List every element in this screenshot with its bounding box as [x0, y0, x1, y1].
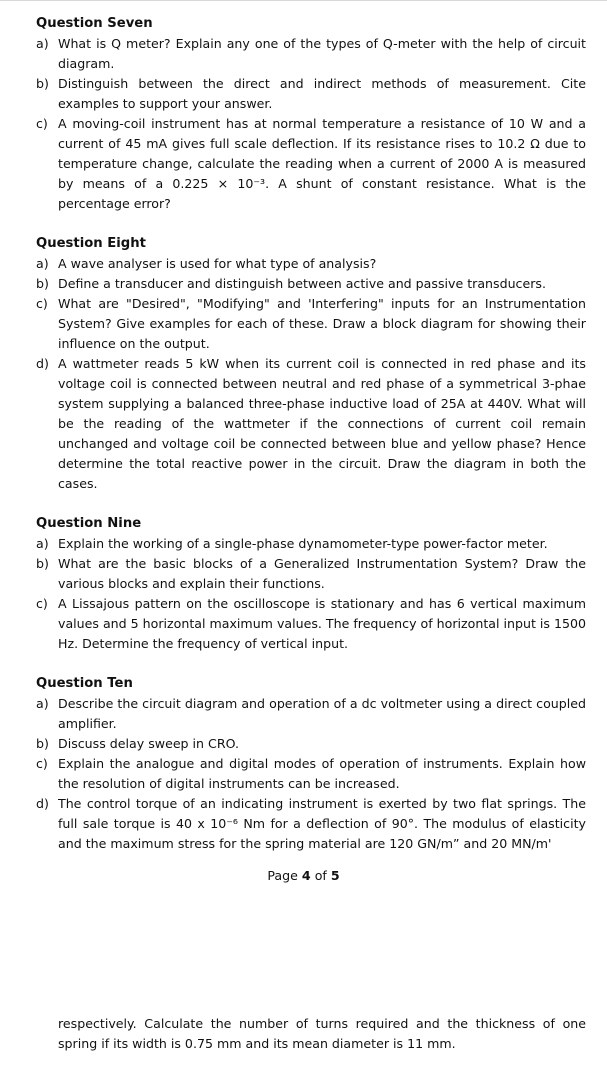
- question-title: Question Ten: [36, 676, 133, 691]
- page-number: [0, 866, 607, 886]
- question-list: [36, 14, 586, 874]
- question-part: [36, 694, 586, 734]
- part-text: A wave analyser is used for what type of analysis?: [58, 256, 377, 271]
- question-part: [36, 354, 586, 494]
- part-text: The control torque of an indicating instrument is exerted by two flat springs. The full sale torque is 40 x 10⁻⁶ Nm for a deflection of 90°. The modulus of elasticity and the maximum stress for the spring material are 120 GN/m” and 20 MN/m': [58, 796, 586, 851]
- question-part: [36, 794, 586, 854]
- question-part: [36, 74, 586, 114]
- part-label: b): [36, 736, 49, 751]
- question-part: [36, 754, 586, 794]
- part-text: A Lissajous pattern on the oscilloscope is stationary and has 6 vertical maximum values and 5 horizontal maximum values. The frequency of horizontal input is 1500 Hz. Determine the frequency of vertical input.: [58, 596, 586, 651]
- question-title: Question Seven: [36, 16, 153, 31]
- question-part: [36, 34, 586, 74]
- question-part: [36, 734, 586, 754]
- part-text: A moving-coil instrument has at normal temperature a resistance of 10 W and a current of 45 mA gives full scale deflection. If its resistance rises to 10.2 Ω due to temperature change, calculate the reading when a current of 2000 A is measured by means of a 0.225 × 10⁻³. A shunt of constant resistance. What is the percentage error?: [58, 116, 586, 211]
- question-part: [36, 294, 586, 354]
- part-text: Describe the circuit diagram and operation of a dc voltmeter using a direct coupled amplifier.: [58, 696, 586, 731]
- page-number-total: 5: [330, 868, 340, 883]
- page-number-prefix: Page: [267, 868, 298, 883]
- part-label: c): [36, 116, 48, 131]
- part-label: a): [36, 696, 49, 711]
- question-eight: [36, 234, 586, 494]
- continuation-text: respectively. Calculate the number of turns required and the thickness of one spring if its width is 0.75 mm and its mean diameter is 11 mm.: [58, 1016, 586, 1051]
- part-text: Explain the working of a single-phase dynamometer-type power-factor meter.: [58, 536, 548, 551]
- part-label: b): [36, 556, 49, 571]
- question-part: [36, 254, 586, 274]
- part-label: a): [36, 536, 49, 551]
- part-label: a): [36, 36, 49, 51]
- question-ten: [36, 674, 586, 854]
- question-title: Question Nine: [36, 516, 142, 531]
- part-label: c): [36, 756, 48, 771]
- question-part: [36, 274, 586, 294]
- question-part: [36, 534, 586, 554]
- part-label: d): [36, 356, 49, 371]
- part-text: A wattmeter reads 5 kW when its current coil is connected in red phase and its voltage coil is connected between neutral and red phase of a symmetrical 3-phae system supplying a balanced three-phase inductive load of 25A at 440V. What will be the reading of the wattmeter if the connections of current coil remain unchanged and voltage coil be connected between blue and yellow phase? Hence determine the total reactive power in the circuit. Draw the diagram in both the cases.: [58, 356, 586, 491]
- part-text: What are "Desired", "Modifying" and 'Interfering" inputs for an Instrumentation System? Give examples for each of these. Draw a block diagram for showing their influence on the output.: [58, 296, 586, 351]
- part-text: What are the basic blocks of a Generalized Instrumentation System? Draw the various blocks and explain their functions.: [58, 556, 586, 591]
- question-part: [36, 114, 586, 214]
- part-text: What is Q meter? Explain any one of the types of Q-meter with the help of circuit diagram.: [58, 36, 586, 71]
- part-text: Distinguish between the direct and indirect methods of measurement. Cite examples to support your answer.: [58, 76, 586, 111]
- part-text: Define a transducer and distinguish between active and passive transducers.: [58, 276, 546, 291]
- page-number-of: of: [314, 868, 327, 883]
- part-label: a): [36, 256, 49, 271]
- part-label: c): [36, 296, 48, 311]
- question-title: Question Eight: [36, 236, 146, 251]
- part-label: c): [36, 596, 48, 611]
- question-part: [36, 594, 586, 654]
- question-nine: [36, 514, 586, 654]
- question-part: [36, 554, 586, 594]
- part-label: b): [36, 76, 49, 91]
- page-number-current: 4: [301, 868, 311, 883]
- part-text: Discuss delay sweep in CRO.: [58, 736, 239, 751]
- part-label: b): [36, 276, 49, 291]
- part-text: Explain the analogue and digital modes of operation of instruments. Explain how the resolution of digital instruments can be increased.: [58, 756, 586, 791]
- page-top-rule: [0, 0, 607, 1]
- part-label: d): [36, 796, 49, 811]
- question-seven: [36, 14, 586, 214]
